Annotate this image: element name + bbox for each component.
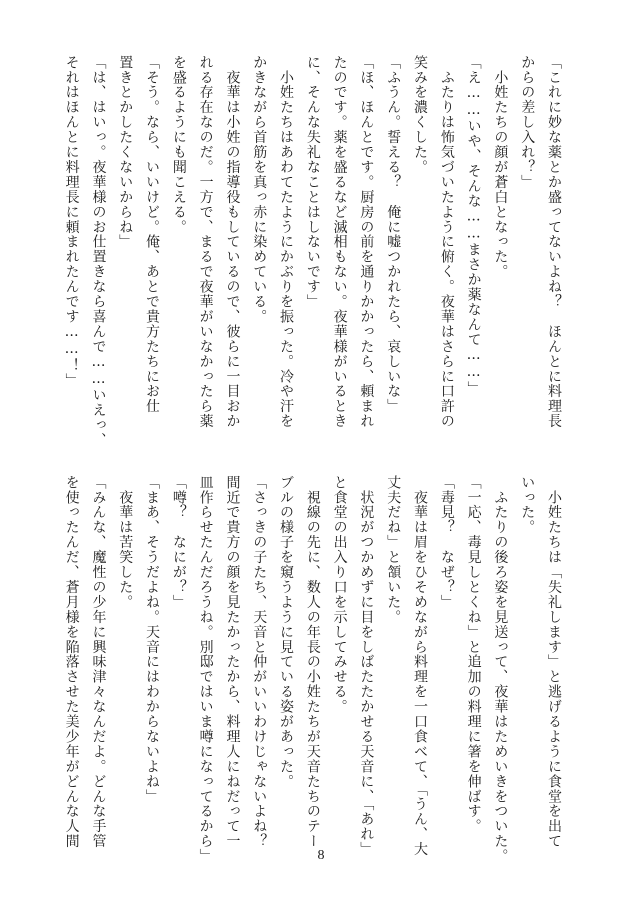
text-line: 状況がつかめずに目をしばたたかせる天音に、「あれ」 — [358, 475, 375, 857]
text-line: 「みんな、魔性の少年に興味津々なんだよ。どんな手管 — [90, 475, 107, 849]
text-block-bottom — [63, 475, 567, 864]
text-line: からの差し入れ？」 — [519, 55, 536, 190]
text-line: 「噂？ なにが？」 — [170, 475, 187, 610]
text-line: 夜華は眉をひそめながら料理を一口食べて、「うん、大 — [412, 475, 429, 857]
text-line: 「ほ、ほんとです。厨房の前を通りかかったら、頼まれ — [358, 55, 375, 429]
text-line: と食堂の出入り口を示してみせる。 — [331, 475, 348, 715]
text-line: 小姓たちはあわてたようにかぶりを振った。冷や汗を — [278, 55, 295, 429]
text-line: 置きとかしたくないからね」 — [117, 55, 134, 250]
text-line: いった。 — [519, 475, 536, 535]
text-line: 視線の先に、数人の年長の小姓たちが天音たちのテー — [304, 475, 321, 849]
text-line: 小姓たちは「失礼します」と逃げるように食堂を出て — [546, 475, 562, 849]
text-line: 「さっきの子たち、天音と仲がいいわけじゃないよね？ — [251, 475, 268, 849]
text-line: 「ふうん。誓える？ 俺に嘘つかれたら、哀しいな」 — [385, 55, 402, 414]
text-line: それはほんとに料理長に頼まれたんです……！」 — [63, 55, 80, 388]
text-line: 皿作らせたんだろうね。別邸ではいま噂になってるから」 — [197, 475, 214, 864]
text-line: 笑みを濃くした。 — [412, 55, 429, 175]
text-line: 「まあ、そうだよね。天音にはわからないよね」 — [144, 475, 161, 804]
text-line: ブルの様子を窺うように見ている姿があった。 — [278, 475, 295, 789]
text-line: 「は、はいっ。夜華様のお仕置きなら喜んで……いえっ、 — [90, 55, 107, 448]
text-line: 「そう。なら、いいけど。俺、あとで貴方たちにお仕 — [144, 55, 161, 414]
text-line: れる存在なのだ。一方で、まるで夜華がいなかったら薬 — [197, 55, 214, 429]
text-line: に、そんな失礼なことはしないです」 — [304, 55, 321, 310]
text-line: 丈夫だね」と頷いた。 — [385, 475, 402, 625]
text-line: を盛るようにも聞こえる。 — [170, 55, 187, 235]
text-line: 間近で貴方の顔を見たかったから、料理人にねだって一 — [224, 475, 241, 849]
text-line: 夜華は苦笑した。 — [117, 475, 134, 610]
text-line: を使ったんだ、蒼月様を陥落させた美少年がどんな人間 — [63, 475, 80, 849]
text-line: 「一応、毒見しとくね」と追加の料理に箸を伸ばす。 — [465, 475, 482, 834]
page-number: 8 — [317, 848, 325, 863]
text-line: 「毒見？ なぜ？」 — [438, 475, 455, 610]
text-line: ふたりは怖気づいたように俯く。夜華はさらに口許の — [438, 55, 455, 429]
text-line: たのです。薬を盛るなど滅相もない。夜華様がいるとき — [331, 55, 348, 429]
text-line: 夜華は小姓の指導役もしているので、彼らに一目おか — [224, 55, 241, 429]
text-line: 小姓たちの顔が蒼白となった。 — [492, 55, 509, 280]
text-line: 「え……いや、そんな……まさか薬なんて……」 — [465, 55, 482, 396]
text-line: ふたりの後ろ姿を見送って、夜華はためいきをついた。 — [492, 475, 509, 864]
text-line: かきながら首筋を真っ赤に染めている。 — [251, 55, 268, 325]
text-line: 「これに妙な薬とか盛ってないよね？ ほんとに料理長 — [546, 55, 562, 429]
text-block-top — [63, 55, 567, 448]
